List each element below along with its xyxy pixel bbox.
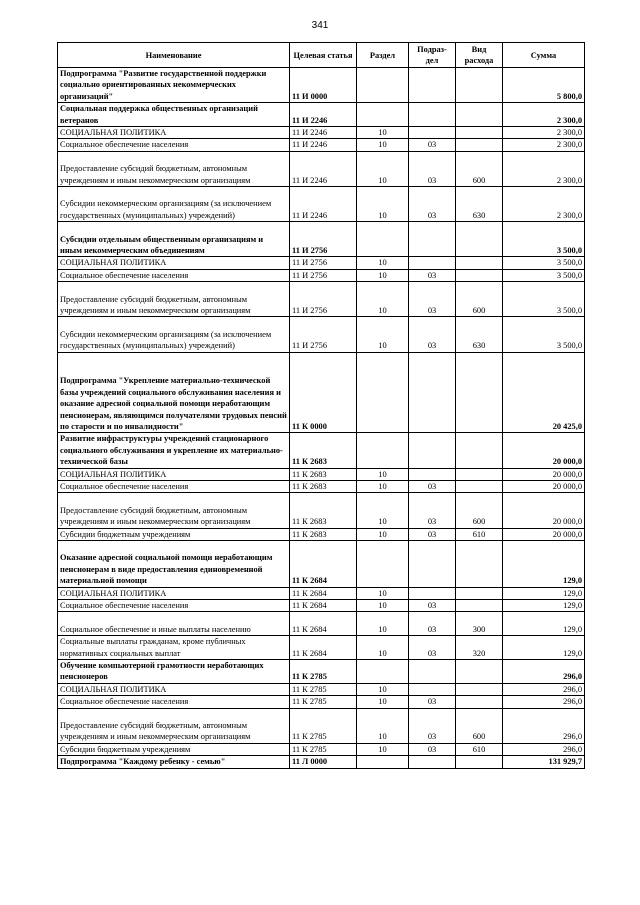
table-row [58, 352, 585, 433]
cell-target-article: 11 К 2785 [290, 743, 357, 755]
cell-section: 10 [357, 600, 409, 612]
cell-expense-type: 600 [456, 493, 503, 528]
page-number: 341 [311, 20, 329, 31]
cell-expense-type [456, 103, 503, 127]
cell-target-article: 11 К 2785 [290, 708, 357, 743]
cell-section: 10 [357, 696, 409, 708]
cell-name: Подпрограмма "Укрепление материально-технической базы учреждений социального обслуживания населения и оказание адресной социальной помощи неработающим пенсионерам, являющимся получателями трудовых пенсий по старости и по инвалидности" [58, 352, 290, 433]
cell-sum: 3 500,0 [503, 269, 585, 281]
cell-subsection: 03 [409, 187, 456, 222]
cell-name: Социальное обеспечение и иные выплаты населению [58, 612, 290, 636]
cell-sum: 129,0 [503, 587, 585, 599]
table-row [58, 127, 585, 139]
cell-sum: 129,0 [503, 600, 585, 612]
cell-expense-type [456, 481, 503, 493]
cell-subsection: 03 [409, 528, 456, 540]
cell-sum: 296,0 [503, 683, 585, 695]
header-name: Наименование [58, 43, 290, 68]
cell-expense-type [456, 468, 503, 480]
cell-section: 10 [357, 317, 409, 352]
cell-subsection [409, 468, 456, 480]
table-row [58, 257, 585, 269]
table-row [58, 317, 585, 352]
cell-expense-type: 610 [456, 743, 503, 755]
cell-expense-type: 630 [456, 317, 503, 352]
cell-section [357, 222, 409, 257]
cell-target-article: 11 И 2246 [290, 139, 357, 151]
cell-subsection [409, 103, 456, 127]
cell-subsection: 03 [409, 151, 456, 186]
cell-section [357, 541, 409, 588]
cell-sum: 2 300,0 [503, 151, 585, 186]
cell-sum: 5 800,0 [503, 68, 585, 103]
cell-sum: 2 300,0 [503, 187, 585, 222]
cell-section: 10 [357, 587, 409, 599]
cell-section [357, 352, 409, 433]
cell-expense-type [456, 222, 503, 257]
cell-target-article: 11 К 2785 [290, 696, 357, 708]
cell-target-article: 11 К 2683 [290, 528, 357, 540]
cell-section [357, 68, 409, 103]
table-row [58, 708, 585, 743]
cell-expense-type [456, 257, 503, 269]
cell-sum: 20 000,0 [503, 493, 585, 528]
cell-expense-type: 630 [456, 187, 503, 222]
cell-sum: 20 000,0 [503, 468, 585, 480]
cell-name: Предоставление субсидий бюджетным, автономным учреждениям и иным некоммерческим организациям [58, 493, 290, 528]
table-row [58, 636, 585, 660]
cell-expense-type [456, 68, 503, 103]
cell-section [357, 660, 409, 684]
table-row [58, 139, 585, 151]
cell-expense-type: 600 [456, 708, 503, 743]
cell-target-article: 11 И 2246 [290, 151, 357, 186]
budget-table [57, 42, 585, 769]
cell-sum: 129,0 [503, 636, 585, 660]
table-row [58, 269, 585, 281]
cell-section: 10 [357, 612, 409, 636]
cell-section: 10 [357, 151, 409, 186]
cell-name: СОЦИАЛЬНАЯ ПОЛИТИКА [58, 683, 290, 695]
cell-name: Предоставление субсидий бюджетным, автономным учреждениям и иным некоммерческим организациям [58, 151, 290, 186]
cell-section [357, 433, 409, 468]
cell-target-article: 11 И 2756 [290, 257, 357, 269]
cell-sum: 3 500,0 [503, 317, 585, 352]
cell-section [357, 756, 409, 768]
cell-target-article: 11 И 2246 [290, 103, 357, 127]
cell-target-article: 11 К 2684 [290, 636, 357, 660]
cell-section: 10 [357, 683, 409, 695]
cell-sum: 129,0 [503, 541, 585, 588]
cell-name: Социальная поддержка общественных организаций ветеранов [58, 103, 290, 127]
cell-subsection [409, 756, 456, 768]
cell-name: Социальное обеспечение населения [58, 481, 290, 493]
cell-subsection [409, 68, 456, 103]
cell-subsection: 03 [409, 139, 456, 151]
cell-subsection [409, 660, 456, 684]
table-row [58, 756, 585, 768]
cell-name: Субсидии бюджетным учреждениям [58, 743, 290, 755]
table-row [58, 468, 585, 480]
cell-expense-type [456, 587, 503, 599]
cell-name: Социальное обеспечение населения [58, 139, 290, 151]
cell-section: 10 [357, 139, 409, 151]
cell-target-article: 11 И 2246 [290, 187, 357, 222]
cell-target-article: 11 К 2684 [290, 541, 357, 588]
cell-name: СОЦИАЛЬНАЯ ПОЛИТИКА [58, 257, 290, 269]
table-row [58, 587, 585, 599]
cell-name: Субсидии отдельным общественным организациям и иным некоммерческим объединениям [58, 222, 290, 257]
cell-target-article: 11 И 2756 [290, 222, 357, 257]
cell-name: Субсидии некоммерческим организациям (за исключением государственных (муниципальных) учреждений) [58, 187, 290, 222]
cell-section: 10 [357, 708, 409, 743]
cell-expense-type [456, 269, 503, 281]
cell-target-article: 11 И 2756 [290, 269, 357, 281]
cell-sum: 296,0 [503, 708, 585, 743]
header-sum: Сумма [503, 43, 585, 68]
cell-target-article: 11 Л 0000 [290, 756, 357, 768]
table-header-row [58, 43, 585, 68]
cell-sum: 3 500,0 [503, 257, 585, 269]
cell-section: 10 [357, 127, 409, 139]
table-row [58, 683, 585, 695]
cell-sum: 20 000,0 [503, 433, 585, 468]
cell-name: Развитие инфраструктуры учреждений стационарного социального обслуживания и укрепление их материально-технической базы [58, 433, 290, 468]
cell-subsection [409, 541, 456, 588]
cell-target-article: 11 К 2683 [290, 468, 357, 480]
header-section: Раздел [357, 43, 409, 68]
cell-subsection: 03 [409, 282, 456, 317]
cell-expense-type: 320 [456, 636, 503, 660]
cell-sum: 3 500,0 [503, 222, 585, 257]
cell-expense-type: 600 [456, 282, 503, 317]
cell-target-article: 11 К 2683 [290, 493, 357, 528]
cell-expense-type [456, 756, 503, 768]
cell-target-article: 11 К 2684 [290, 612, 357, 636]
cell-subsection [409, 587, 456, 599]
cell-subsection: 03 [409, 269, 456, 281]
cell-target-article: 11 К 2684 [290, 587, 357, 599]
cell-expense-type [456, 600, 503, 612]
cell-target-article: 11 К 0000 [290, 352, 357, 433]
table-row [58, 696, 585, 708]
table-row [58, 743, 585, 755]
cell-sum: 296,0 [503, 743, 585, 755]
cell-target-article: 11 И 2756 [290, 282, 357, 317]
cell-section: 10 [357, 468, 409, 480]
cell-section: 10 [357, 528, 409, 540]
cell-target-article: 11 К 2684 [290, 600, 357, 612]
cell-subsection [409, 222, 456, 257]
cell-sum: 2 300,0 [503, 139, 585, 151]
table-row [58, 660, 585, 684]
cell-section: 10 [357, 636, 409, 660]
cell-subsection [409, 127, 456, 139]
cell-section: 10 [357, 257, 409, 269]
cell-name: Социальное обеспечение населения [58, 269, 290, 281]
cell-expense-type [456, 696, 503, 708]
cell-expense-type: 610 [456, 528, 503, 540]
cell-name: Субсидии некоммерческим организациям (за исключением государственных (муниципальных) учреждений) [58, 317, 290, 352]
cell-section: 10 [357, 282, 409, 317]
cell-name: Социальное обеспечение населения [58, 600, 290, 612]
cell-sum: 20 000,0 [503, 481, 585, 493]
cell-section: 10 [357, 187, 409, 222]
cell-target-article: 11 К 2785 [290, 660, 357, 684]
cell-name: Предоставление субсидий бюджетным, автономным учреждениям и иным некоммерческим организациям [58, 708, 290, 743]
table-row [58, 187, 585, 222]
table-row [58, 282, 585, 317]
cell-expense-type [456, 541, 503, 588]
cell-name: Обучение компьютерной грамотности неработающих пенсионеров [58, 660, 290, 684]
cell-subsection: 03 [409, 696, 456, 708]
cell-expense-type: 300 [456, 612, 503, 636]
cell-subsection: 03 [409, 708, 456, 743]
cell-subsection: 03 [409, 612, 456, 636]
cell-name: Оказание адресной социальной помощи неработающим пенсионерам в виде предоставления единовременной материальной помощи [58, 541, 290, 588]
cell-name: Подпрограмма "Развитие государственной поддержки социально ориентированных некоммерческих организаций" [58, 68, 290, 103]
cell-name: Подпрограмма "Каждому ребенку - семью" [58, 756, 290, 768]
cell-name: СОЦИАЛЬНАЯ ПОЛИТИКА [58, 468, 290, 480]
cell-target-article: 11 К 2785 [290, 683, 357, 695]
cell-name: СОЦИАЛЬНАЯ ПОЛИТИКА [58, 587, 290, 599]
cell-section: 10 [357, 743, 409, 755]
cell-section [357, 103, 409, 127]
cell-name: Социальное обеспечение населения [58, 696, 290, 708]
table-row [58, 493, 585, 528]
cell-sum: 20 000,0 [503, 528, 585, 540]
cell-subsection: 03 [409, 636, 456, 660]
cell-section: 10 [357, 269, 409, 281]
cell-subsection [409, 683, 456, 695]
cell-expense-type [456, 433, 503, 468]
cell-expense-type [456, 660, 503, 684]
cell-expense-type [456, 127, 503, 139]
cell-target-article: 11 И 0000 [290, 68, 357, 103]
cell-subsection: 03 [409, 600, 456, 612]
header-target-article: Целевая статья [290, 43, 357, 68]
cell-sum: 296,0 [503, 696, 585, 708]
cell-target-article: 11 К 2683 [290, 481, 357, 493]
table-row [58, 481, 585, 493]
table-row [58, 222, 585, 257]
table-row [58, 541, 585, 588]
table-row [58, 612, 585, 636]
cell-name: Предоставление субсидий бюджетным, автономным учреждениям и иным некоммерческим организациям [58, 282, 290, 317]
table-row [58, 433, 585, 468]
cell-section: 10 [357, 481, 409, 493]
cell-subsection: 03 [409, 481, 456, 493]
cell-sum: 2 300,0 [503, 103, 585, 127]
cell-sum: 131 929,7 [503, 756, 585, 768]
table-body [58, 68, 585, 769]
table-row [58, 68, 585, 103]
header-subsection: Подраз-дел [409, 43, 456, 68]
cell-name: СОЦИАЛЬНАЯ ПОЛИТИКА [58, 127, 290, 139]
cell-sum: 296,0 [503, 660, 585, 684]
cell-subsection: 03 [409, 317, 456, 352]
cell-target-article: 11 К 2683 [290, 433, 357, 468]
cell-expense-type [456, 139, 503, 151]
cell-subsection [409, 257, 456, 269]
cell-expense-type: 600 [456, 151, 503, 186]
header-expense-type: Вид расхода [456, 43, 503, 68]
table-row [58, 151, 585, 186]
cell-expense-type [456, 352, 503, 433]
cell-expense-type [456, 683, 503, 695]
cell-subsection [409, 433, 456, 468]
cell-subsection: 03 [409, 743, 456, 755]
cell-section: 10 [357, 493, 409, 528]
table-row [58, 528, 585, 540]
cell-name: Социальные выплаты гражданам, кроме публичных нормативных социальных выплат [58, 636, 290, 660]
cell-sum: 2 300,0 [503, 127, 585, 139]
cell-target-article: 11 И 2756 [290, 317, 357, 352]
cell-subsection: 03 [409, 493, 456, 528]
table-row [58, 103, 585, 127]
cell-subsection [409, 352, 456, 433]
cell-target-article: 11 И 2246 [290, 127, 357, 139]
cell-sum: 20 425,0 [503, 352, 585, 433]
cell-sum: 129,0 [503, 612, 585, 636]
cell-name: Субсидии бюджетным учреждениям [58, 528, 290, 540]
cell-sum: 3 500,0 [503, 282, 585, 317]
table-row [58, 600, 585, 612]
